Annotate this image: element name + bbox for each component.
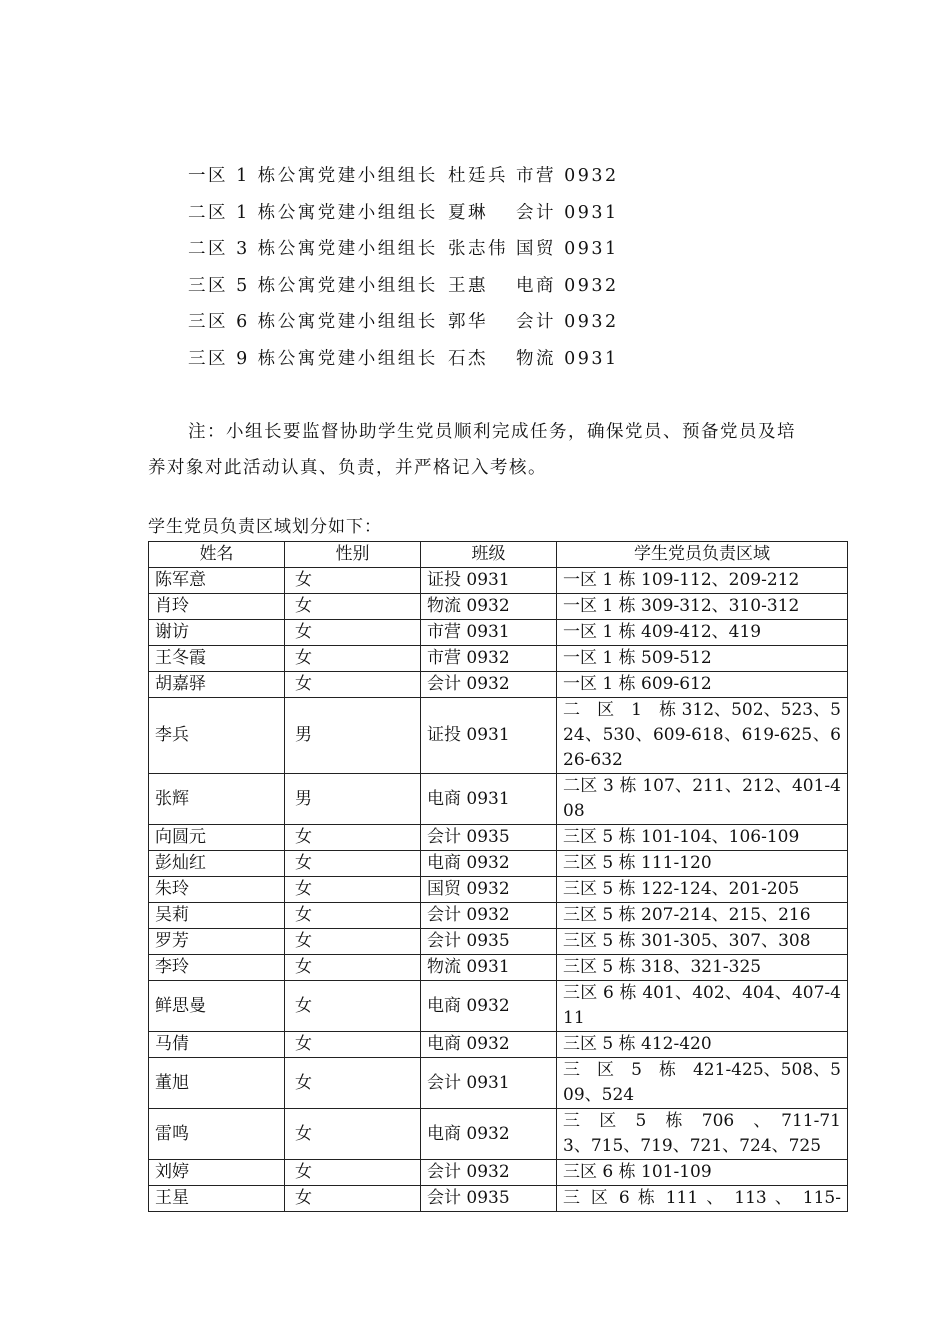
table-row <box>149 672 848 698</box>
cell-class: 物流 0931 <box>421 955 557 981</box>
cell-area <box>557 1186 848 1212</box>
cell-class: 电商 0932 <box>421 1109 557 1160</box>
cell-name: 吴莉 <box>149 903 285 929</box>
cell-area: 一区 1 栋 309-312、310-312 <box>557 594 848 620</box>
leader-class: 物流 0931 <box>516 348 619 369</box>
leader-class: 会计 0932 <box>516 312 619 333</box>
cell-class: 证投 0931 <box>421 698 557 774</box>
header-name: 姓名 <box>149 542 285 568</box>
cell-gender: 女 <box>285 825 421 851</box>
table-row <box>149 1058 848 1109</box>
cell-gender: 女 <box>285 851 421 877</box>
cell-gender: 女 <box>285 568 421 594</box>
table-row <box>149 1160 848 1186</box>
cell-gender: 男 <box>285 698 421 774</box>
header-gender: 性别 <box>285 542 421 568</box>
cell-area: 三区 5 栋 122-124、201-205 <box>557 877 848 903</box>
leader-area: 三区 5 栋公寓党建小组组长 <box>188 275 438 296</box>
leader-row <box>188 197 619 234</box>
table-row <box>149 1109 848 1160</box>
cell-name: 彭灿红 <box>149 851 285 877</box>
leader-name: 王惠 <box>448 275 488 296</box>
group-leader-list <box>188 160 619 380</box>
cell-gender: 女 <box>285 1109 421 1160</box>
table-row <box>149 981 848 1032</box>
cell-class: 会计 0935 <box>421 825 557 851</box>
cell-name: 陈军意 <box>149 568 285 594</box>
note-paragraph: 注：小组长要监督协助学生党员顺利完成任务，确保党员、预备党员及培养对象对此活动认真、负责，并严格记入考核。 <box>148 422 796 478</box>
leader-row <box>188 233 619 270</box>
cell-area: 三区 5 栋 111-120 <box>557 851 848 877</box>
cell-gender: 女 <box>285 903 421 929</box>
cell-class: 会计 0932 <box>421 903 557 929</box>
leader-name: 石杰 <box>448 348 488 369</box>
cell-name: 王星 <box>149 1186 285 1212</box>
table-row <box>149 903 848 929</box>
cell-class: 电商 0932 <box>421 851 557 877</box>
table-row <box>149 594 848 620</box>
leader-name: 郭华 <box>448 312 488 333</box>
header-area: 学生党员负责区域 <box>557 542 848 568</box>
leader-class: 市营 0932 <box>516 166 619 186</box>
cell-gender: 女 <box>285 1186 421 1212</box>
cell-gender: 女 <box>285 672 421 698</box>
leader-name: 张志伟 <box>448 239 508 260</box>
cell-area: 三区 5 栋 207-214、215、216 <box>557 903 848 929</box>
cell-gender: 男 <box>285 774 421 825</box>
table-row <box>149 929 848 955</box>
cell-area: 三区 6 栋 101-109 <box>557 1160 848 1186</box>
cell-name: 王冬霞 <box>149 646 285 672</box>
cell-name: 张辉 <box>149 774 285 825</box>
cell-gender: 女 <box>285 646 421 672</box>
cell-class: 市营 0932 <box>421 646 557 672</box>
cell-class: 会计 0932 <box>421 672 557 698</box>
cell-class: 国贸 0932 <box>421 877 557 903</box>
leader-row <box>188 306 619 343</box>
table-row <box>149 698 848 774</box>
leader-row <box>188 343 619 380</box>
cell-class: 电商 0932 <box>421 1032 557 1058</box>
cell-class: 电商 0931 <box>421 774 557 825</box>
cell-area: 三区 5 栋 412-420 <box>557 1032 848 1058</box>
cell-gender: 女 <box>285 1032 421 1058</box>
table-row <box>149 877 848 903</box>
leader-class: 电商 0932 <box>516 275 619 296</box>
cell-name: 谢访 <box>149 620 285 646</box>
cell-area: 一区 1 栋 409-412、419 <box>557 620 848 646</box>
cell-class: 市营 0931 <box>421 620 557 646</box>
cell-area-text: 三 区 6 栋 111 、 113 、 115- <box>563 1188 841 1208</box>
table-row <box>149 1186 848 1212</box>
leader-class: 会计 0931 <box>516 202 619 223</box>
header-class: 班级 <box>421 542 557 568</box>
cell-area: 三区 5 栋 301-305、307、308 <box>557 929 848 955</box>
cell-area: 一区 1 栋 109-112、209-212 <box>557 568 848 594</box>
cell-gender: 女 <box>285 877 421 903</box>
cell-name: 鲜思曼 <box>149 981 285 1032</box>
leader-area: 二区 1 栋公寓党建小组组长 <box>188 202 438 223</box>
cell-class: 物流 0932 <box>421 594 557 620</box>
cell-area: 三区 5 栋 101-104、106-109 <box>557 825 848 851</box>
cell-name: 刘婷 <box>149 1160 285 1186</box>
cell-class: 电商 0932 <box>421 981 557 1032</box>
table-row <box>149 620 848 646</box>
table-row <box>149 825 848 851</box>
table-title: 学生党员负责区域划分如下： <box>148 517 382 537</box>
cell-class: 会计 0935 <box>421 1186 557 1212</box>
cell-name: 雷鸣 <box>149 1109 285 1160</box>
leader-area: 一区 1 栋公寓党建小组组长 <box>188 166 438 186</box>
leader-area: 三区 9 栋公寓党建小组组长 <box>188 348 438 369</box>
cell-name: 马倩 <box>149 1032 285 1058</box>
cell-class: 会计 0931 <box>421 1058 557 1109</box>
cell-class: 会计 0935 <box>421 929 557 955</box>
cell-gender: 女 <box>285 929 421 955</box>
cell-area: 三 区 5 栋 706 、 711-713、715、719、721、724、725 <box>557 1109 848 1160</box>
leader-row <box>188 270 619 307</box>
cell-area: 一区 1 栋 509-512 <box>557 646 848 672</box>
cell-name: 朱玲 <box>149 877 285 903</box>
cell-gender: 女 <box>285 981 421 1032</box>
cell-gender: 女 <box>285 620 421 646</box>
responsibility-table <box>148 541 848 1212</box>
table-row <box>149 955 848 981</box>
table-header-row <box>149 542 848 568</box>
cell-name: 胡嘉驿 <box>149 672 285 698</box>
cell-name: 向圆元 <box>149 825 285 851</box>
leader-area: 二区 3 栋公寓党建小组组长 <box>188 239 438 260</box>
cell-gender: 女 <box>285 594 421 620</box>
cell-name: 董旭 <box>149 1058 285 1109</box>
cell-name: 肖玲 <box>149 594 285 620</box>
table-row <box>149 568 848 594</box>
cell-name: 李兵 <box>149 698 285 774</box>
cell-area: 二 区 1 栋 312、502、523、524、530、609-618、619-625、626-632 <box>557 698 848 774</box>
table-row <box>149 774 848 825</box>
cell-area: 二区 3 栋 107、211、212、401-408 <box>557 774 848 825</box>
cell-area: 一区 1 栋 609-612 <box>557 672 848 698</box>
cell-gender: 女 <box>285 1160 421 1186</box>
cell-gender: 女 <box>285 955 421 981</box>
cell-class: 会计 0932 <box>421 1160 557 1186</box>
cell-name: 李玲 <box>149 955 285 981</box>
cell-gender: 女 <box>285 1058 421 1109</box>
leader-row <box>188 160 619 197</box>
table-row <box>149 851 848 877</box>
cell-class: 证投 0931 <box>421 568 557 594</box>
leader-name: 杜廷兵 <box>448 166 508 186</box>
leader-class: 国贸 0931 <box>516 239 619 260</box>
leader-area: 三区 6 栋公寓党建小组组长 <box>188 312 438 333</box>
cell-area: 三 区 5 栋 421-425、508、509、524 <box>557 1058 848 1109</box>
cell-name: 罗芳 <box>149 929 285 955</box>
table-row <box>149 646 848 672</box>
leader-name: 夏琳 <box>448 202 488 223</box>
table-body <box>149 568 848 1212</box>
cell-area: 三区 6 栋 401、402、404、407-411 <box>557 981 848 1032</box>
table-row <box>149 1032 848 1058</box>
cell-area: 三区 5 栋 318、321-325 <box>557 955 848 981</box>
